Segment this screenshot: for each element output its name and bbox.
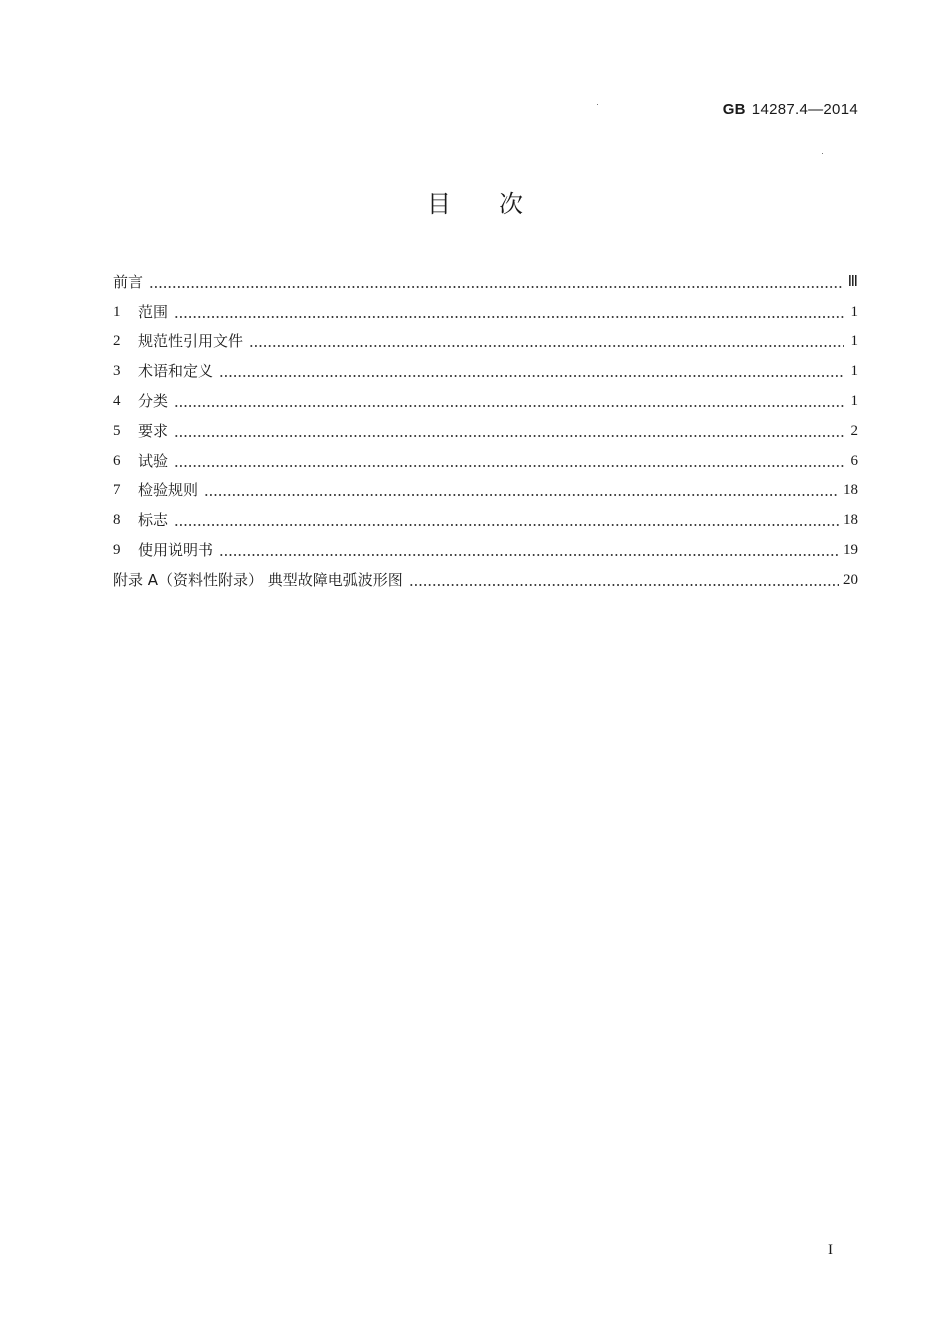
toc-dot-leader — [149, 286, 844, 288]
toc-dot-leader — [174, 465, 844, 467]
toc-entry-title: 使用说明书 — [138, 540, 214, 559]
toc-entry[interactable] — [113, 351, 858, 381]
toc-entry-page: 20 — [843, 571, 858, 588]
scan-speck — [822, 153, 823, 154]
toc-entry[interactable] — [113, 560, 858, 590]
toc-dot-leader — [219, 554, 839, 556]
toc-entry-page: 1 — [850, 392, 858, 409]
toc-dot-leader — [174, 316, 844, 318]
toc-entry-title: 试验 — [138, 451, 169, 470]
table-of-contents — [113, 262, 858, 590]
toc-entry-number: 7 — [113, 482, 121, 499]
toc-entry[interactable] — [113, 322, 858, 352]
toc-entry-number: 1 — [113, 303, 121, 320]
toc-entry-title: 标志 — [138, 511, 169, 530]
toc-entry[interactable] — [113, 292, 858, 322]
toc-entry-title: 分类 — [138, 391, 169, 410]
toc-entry-number: 3 — [113, 363, 121, 380]
toc-entry-page: 18 — [843, 482, 858, 499]
toc-entry[interactable] — [113, 471, 858, 501]
toc-entry-title: 规范性引用文件 — [138, 332, 244, 351]
toc-entry-number: 5 — [113, 422, 121, 439]
toc-dot-leader — [174, 524, 839, 526]
toc-dot-leader — [219, 375, 844, 377]
toc-entry-page: 1 — [850, 333, 858, 350]
toc-entry-title: 前言 — [113, 272, 144, 291]
toc-entry-page: 2 — [850, 422, 858, 439]
toc-entry-page: Ⅲ — [847, 273, 858, 290]
toc-entry[interactable] — [113, 441, 858, 471]
toc-entry-page: 19 — [843, 541, 858, 558]
toc-entry[interactable] — [113, 411, 858, 441]
toc-entry-page: 6 — [850, 452, 858, 469]
toc-entry-title: 术语和定义 — [138, 362, 214, 381]
toc-entry-number: 8 — [113, 512, 121, 529]
toc-entry-page: 1 — [850, 303, 858, 320]
toc-entry[interactable] — [113, 500, 858, 530]
toc-entry-title: 附录 A（资料性附录） 典型故障电弧波形图 — [113, 570, 403, 589]
toc-entry-title: 要求 — [138, 421, 169, 440]
toc-entry[interactable] — [113, 530, 858, 560]
toc-entry-number: 2 — [113, 333, 121, 350]
toc-entry-page: 18 — [843, 512, 858, 529]
standard-prefix: GB — [722, 101, 746, 118]
page-folio: I — [828, 1242, 833, 1258]
toc-entry-number: 6 — [113, 452, 121, 469]
toc-entry-title: 检验规则 — [138, 481, 199, 500]
toc-entry-number: 4 — [113, 392, 121, 409]
standard-number: 14287.4—2014 — [751, 101, 858, 118]
toc-dot-leader — [174, 435, 844, 437]
toc-dot-leader — [249, 345, 844, 347]
toc-dot-leader — [204, 494, 839, 496]
toc-entry-page: 1 — [850, 363, 858, 380]
page-title: 目次 — [427, 190, 571, 218]
toc-dot-leader — [409, 584, 839, 586]
standard-code — [723, 101, 858, 118]
toc-entry-title: 范围 — [138, 302, 169, 321]
toc-entry[interactable] — [113, 262, 858, 292]
toc-entry[interactable] — [113, 381, 858, 411]
toc-dot-leader — [174, 405, 844, 407]
scan-speck — [597, 104, 598, 105]
toc-entry-number: 9 — [113, 541, 121, 558]
